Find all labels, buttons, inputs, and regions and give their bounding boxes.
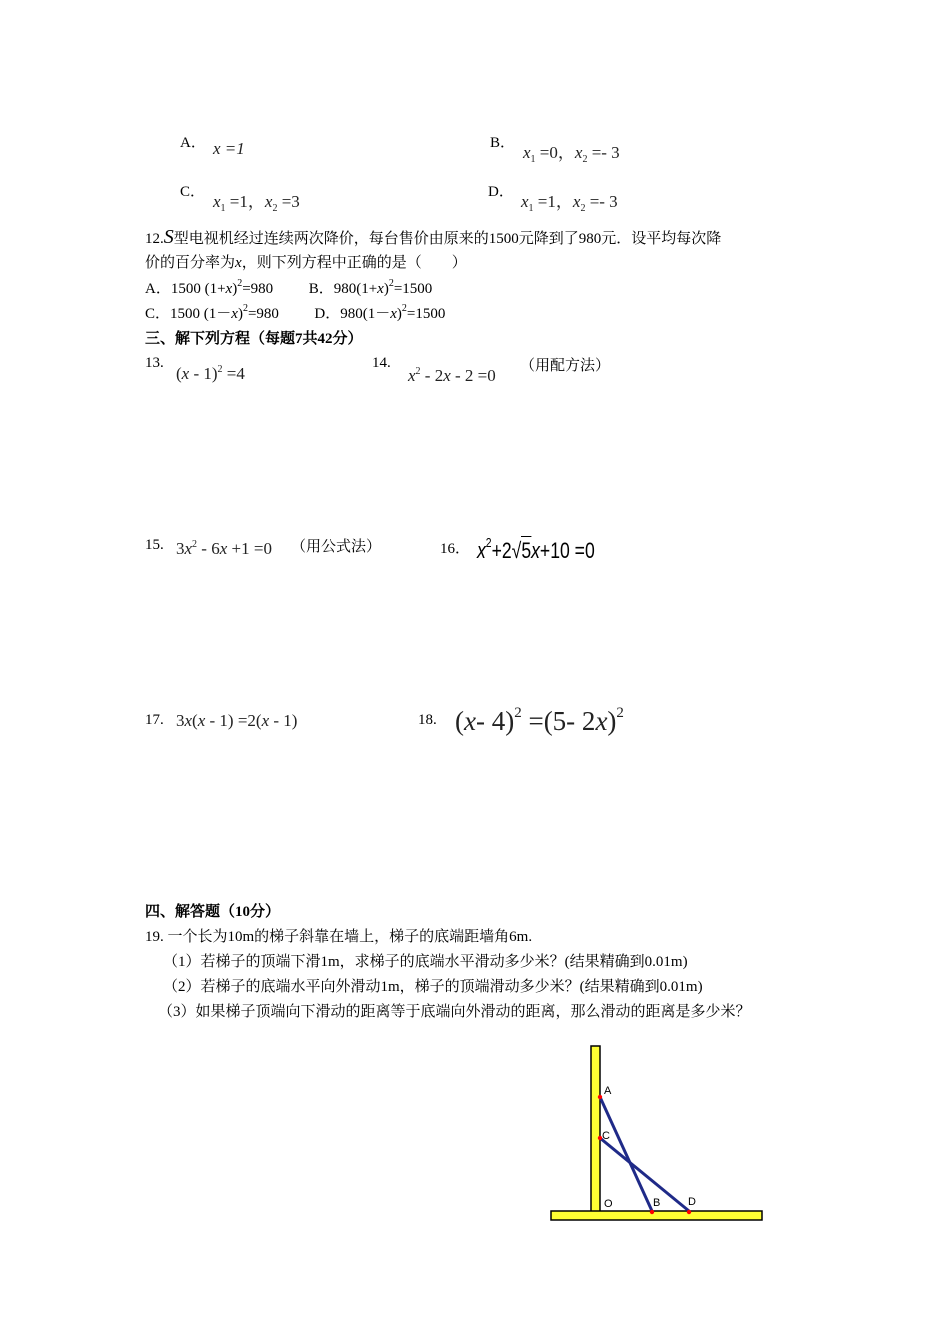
point-d <box>687 1210 691 1214</box>
q12-options-cd: C．1500 $(1-x)^2=980$ D．$980(1-x)^2=1500$ <box>145 303 446 322</box>
point-a <box>598 1095 602 1099</box>
q13-equation: (x - 1)$^2$ =4 <box>176 364 245 383</box>
q19-part-1: （1）若梯子的顶端下滑1m，求梯子的底端水平滑动多少米？(结果精确到0.01m) <box>163 954 688 970</box>
ladder-ab <box>600 1097 652 1211</box>
label-d: D <box>688 1196 696 1208</box>
q18-number: 18. <box>418 712 437 728</box>
section-3-title: 三、解下列方程（每题7共42分） <box>145 331 363 347</box>
q11-option-d-label: D． <box>488 184 514 200</box>
q15-equation: $3x^2 - 6x +1 =0$ <box>176 539 272 558</box>
ladder-figure <box>540 1035 780 1235</box>
q15-method-note: （用公式法） <box>291 539 382 555</box>
q17-equation: 3x(x - 1) =2(x - 1) <box>176 711 298 730</box>
q11-option-c-eq: $x_1 =1$，$x_2 =3$ <box>213 192 300 214</box>
q12-line2: 价的百分率为x，则下列方程中正确的是（ ） <box>145 255 467 271</box>
q14-equation: $x^2 - 2x - 2 =0$ <box>408 366 496 385</box>
wall <box>591 1046 600 1217</box>
q14-number: 14. <box>372 355 391 371</box>
ground <box>551 1211 762 1220</box>
q17-number: 17. <box>145 712 164 728</box>
section-4-title: 四、解答题（10分） <box>145 904 281 920</box>
sqrt-symbol: √ <box>511 538 522 563</box>
label-c: C <box>602 1130 610 1142</box>
label-o: O <box>604 1198 613 1210</box>
q19-intro: 19. 一个长为10m的梯子斜靠在墙上，梯子的底端距墙角6m. <box>145 929 533 945</box>
q16-number: 16． <box>440 541 471 557</box>
q12-options-ab: A．1500 $(1+x)^2=980$ B．$980(1+x)^2=1500$ <box>145 278 433 297</box>
q16-equation: $x^2+2√5x+10 =0$ <box>477 535 595 563</box>
q11-option-b-label: B． <box>490 135 516 151</box>
point-b <box>650 1210 654 1214</box>
q19-part-2: （2）若梯子的底端水平向外滑动1m，梯子的顶端滑动多少米？(结果精确到0.01m) <box>163 979 703 995</box>
q13-number: 13. <box>145 355 164 371</box>
q11-option-d-eq: $x_1 =1$，$x_2 =- 3$ <box>521 192 618 214</box>
q11-option-a-label: A． <box>180 135 206 151</box>
ladder-cd <box>600 1138 689 1211</box>
label-a: A <box>604 1085 612 1097</box>
q11-option-a-eq: x =1 <box>213 139 245 158</box>
q12-line1: 12.S型电视机经过连续两次降价，每台售价由原来的1500元降到了980元．设平均每次降 <box>145 226 722 248</box>
label-b: B <box>653 1197 661 1209</box>
q11-option-c-label: C． <box>180 184 206 200</box>
q15-number: 15. <box>145 537 164 553</box>
q14-method-note: （用配方法） <box>520 358 611 374</box>
q19-part-3: （3）如果梯子顶端向下滑动的距离等于底端向外滑动的距离，那么滑动的距离是多少米？ <box>158 1004 751 1020</box>
q11-option-b-eq: $x_1 =0$，$x_2 =- 3$ <box>523 143 620 165</box>
q18-equation: (x- 4)$^2$ =(5- 2x)$^2$ <box>455 705 624 736</box>
